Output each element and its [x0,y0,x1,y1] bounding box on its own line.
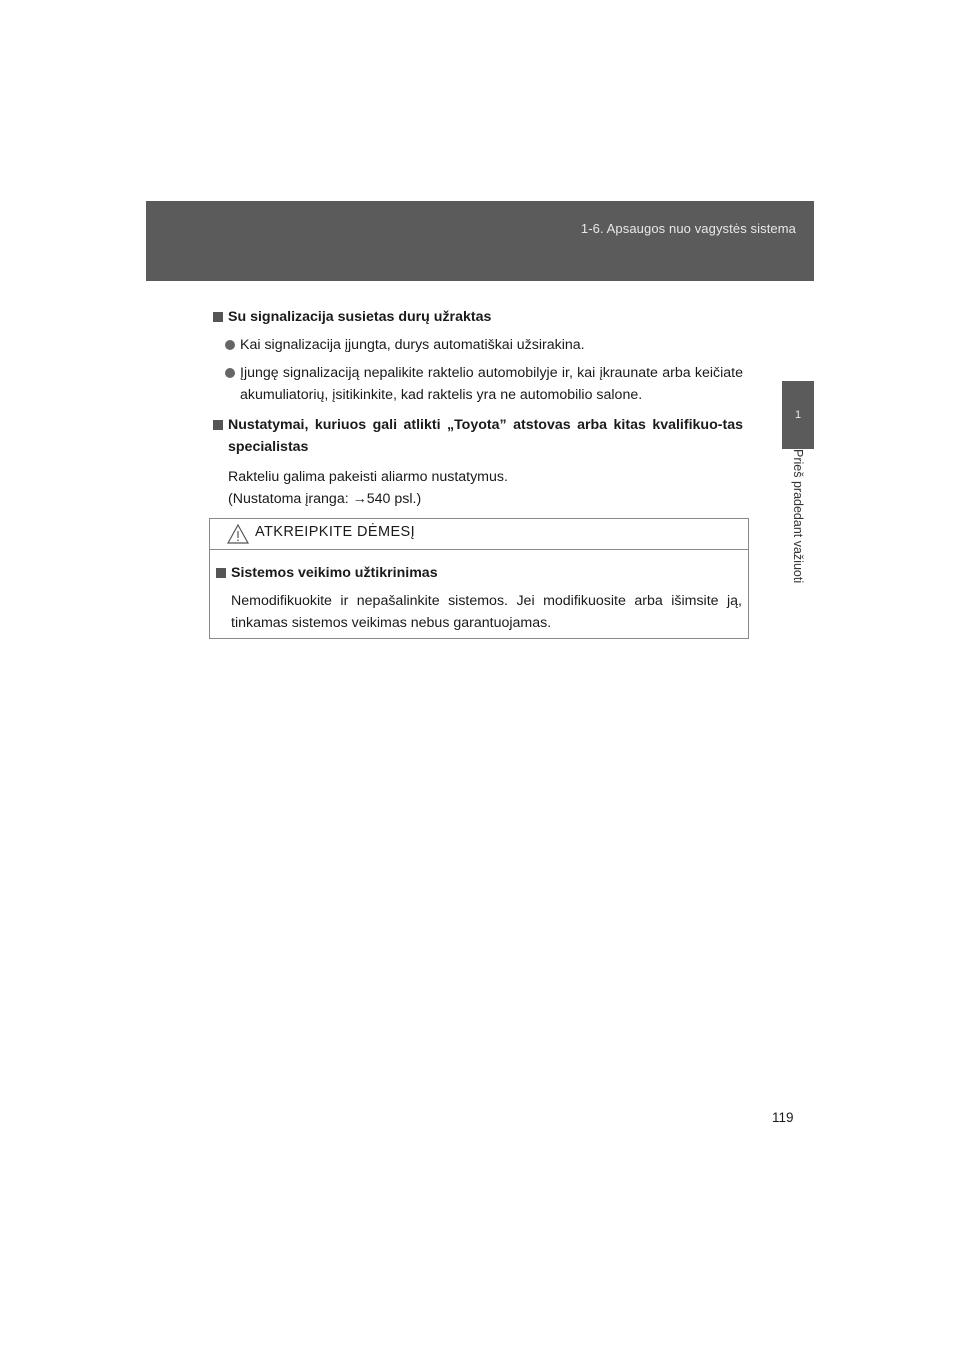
settings-reference: (Nustatoma įranga: →540 psl.) [228,491,422,507]
caution-text: Nemodifikuokite ir nepašalinkite sistemos. Jei modifikuosite arba išimsite ją, tinkamas sistemos veikimas nebus garantuojamas. [231,593,742,631]
heading-door-lock-text: Su signalizacija susietas durų užraktas [228,309,492,325]
caution-box [209,518,749,639]
caution-heading [216,562,742,584]
chapter-tab-number: 1 [782,381,814,449]
round-bullet-icon [225,340,235,350]
bullet-text: Įjungę signalizaciją nepalikite raktelio automobilyje ir, kai įkraunate arba keičiate akumuliatorių, įsitikinkite, kad raktelis yra ne automobilio salone. [240,365,743,403]
caution-heading-text: Sistemos veikimo užtikrinimas [231,565,438,581]
caution-title: ATKREIPKITE DĖMESĮ [255,524,416,540]
section-header-band [146,201,814,281]
page-number: 119 [772,1110,794,1125]
round-bullet-icon [225,368,235,378]
settings-line: Rakteliu galima pakeisti aliarmo nustatymus. [228,469,508,485]
chapter-tab-label-text: Prieš pradedant važiuoti [791,449,805,584]
settings-paragraph [213,466,743,510]
bullet-item [213,362,743,406]
heading-door-lock [213,306,743,328]
heading-settings-text: Nustatymai, kuriuos gali atlikti „Toyota” atstovas arba kitas kvalifikuo-tas specialistas [228,417,743,455]
heading-settings [213,414,743,458]
caution-header [210,519,748,550]
square-bullet-icon [213,420,223,430]
warning-triangle-icon [227,524,249,544]
bullet-text: Kai signalizacija įjungta, durys automatiškai užsirakina. [240,337,585,353]
square-bullet-icon [216,568,226,578]
caution-body [210,550,748,634]
bullet-item [213,334,743,356]
square-bullet-icon [213,312,223,322]
section-title: 1-6. Apsaugos nuo vagystės sistema [580,221,796,236]
main-content [213,306,743,510]
